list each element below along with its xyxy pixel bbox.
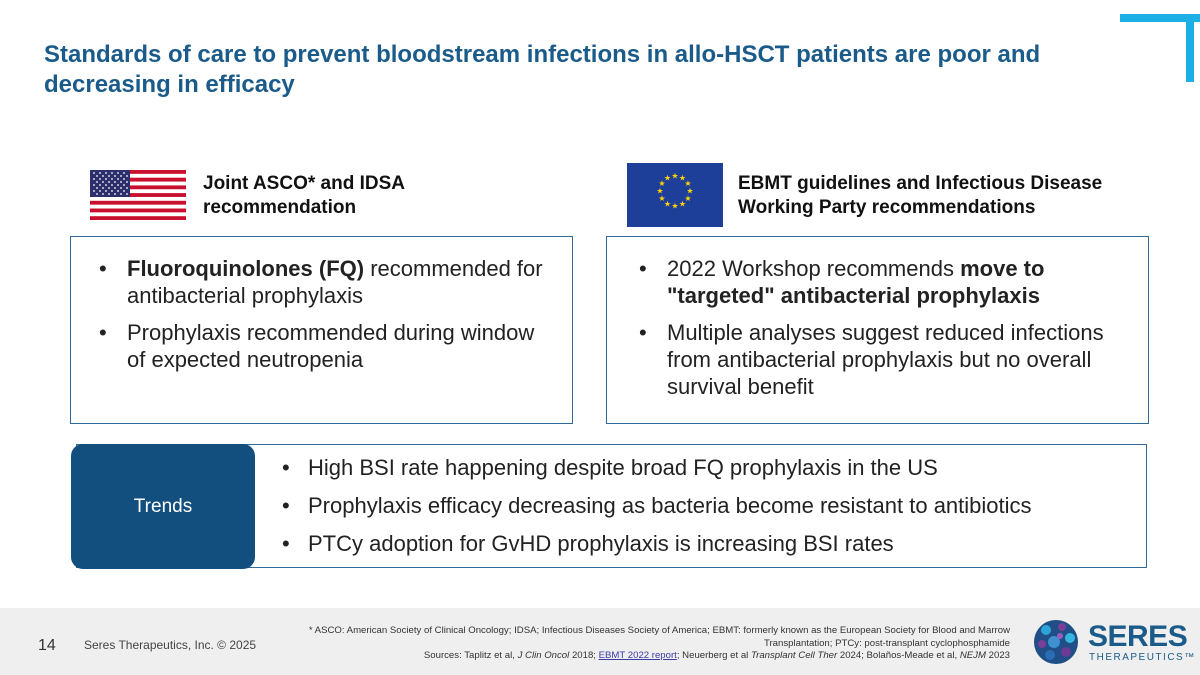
bullet-text: Multiple analyses suggest reduced infections from antibacterial prophylaxis but no overall survival benefit [667,320,1104,399]
list-item: • Prophylaxis efficacy decreasing as bacteria become resistant to antibiotics [282,493,1032,518]
list-item: • High BSI rate happening despite broad FQ prophylaxis in the US [282,455,938,480]
eu-recommendations-box [606,236,1149,424]
list-item: • PTCy adoption for GvHD prophylaxis is increasing BSI rates [282,531,894,556]
bullet-text: Prophylaxis recommended during window of expected neutropenia [127,320,535,372]
trend-text: PTCy adoption for GvHD prophylaxis is increasing BSI rates [308,531,894,556]
seres-logo-mark-icon [1032,618,1080,666]
trends-list [270,454,1140,568]
eu-section-heading: EBMT guidelines and Infectious Disease Working Party recommendations [738,173,1103,218]
svg-text:★: ★ [663,173,672,183]
trends-label: Trends [71,444,255,569]
list-item: • 2022 Workshop recommends move to "targeted" antibacterial prophylaxis [639,256,1045,308]
list-item: • Multiple analyses suggest reduced infections from antibacterial prophylaxis but no overall survival benefit [639,320,1104,399]
svg-text:★: ★ [663,199,672,209]
seres-logo [1032,616,1196,668]
bullet-bold: move to "targeted" antibacterial prophylaxis [667,256,1045,308]
page-number: 14 [38,637,56,654]
ebmt-report-link[interactable]: EBMT 2022 report [598,650,677,661]
svg-text:★: ★ [678,173,687,183]
svg-text:★: ★ [658,194,666,203]
bullet-text: 2022 Workshop recommends [667,256,961,281]
bullet-bold: Fluoroquinolones (FQ) [127,256,365,281]
sources-text: Sources: Taplitz et al, J Clin Oncol 2018; EBMT 2022 report; Neuerberg et al Transplant Cell Ther 2024; Bolaños-Meade et al, NEJM 2023 [423,650,1010,661]
trend-text: Prophylaxis efficacy decreasing as bacteria become resistant to antibiotics [308,493,1032,518]
svg-text:★: ★ [684,179,692,188]
corner-accent [1120,14,1200,82]
eu-flag-icon [627,163,723,227]
svg-text:★: ★ [658,179,666,188]
svg-text:★: ★ [671,171,679,181]
list-item: • Prophylaxis recommended during window of expected neutropenia [99,320,535,372]
footnotes [290,625,1010,663]
us-recommendations-box [70,236,573,424]
svg-text:★: ★ [686,186,694,196]
footnote-text: * ASCO: American Society of Clinical Oncology; IDSA; Infectious Diseases Society of America; EBMT: formerly known as the European Society for Blood and Marrow Transplantation; PTCy: post-transplant cyclophosphamide [308,625,1010,649]
list-item: • Fluoroquinolones (FQ) recommended for antibacterial prophylaxis [99,256,543,308]
copyright-text: Seres Therapeutics, Inc. © 2025 [84,638,257,652]
us-flag-icon [90,170,186,220]
logo-subtitle: THERAPEUTICS™ [1089,652,1196,663]
slide-title: Standards of care to prevent bloodstream infections in allo-HSCT patients are poor and decreasing in efficacy [44,41,1041,98]
trend-text: High BSI rate happening despite broad FQ prophylaxis in the US [308,455,938,480]
us-section-heading: Joint ASCO* and IDSA recommendation [203,173,405,218]
bullet-text: recommended for antibacterial prophylaxis [127,256,543,308]
logo-wordmark: SERES [1088,620,1188,653]
svg-text:★: ★ [656,186,664,196]
svg-text:★: ★ [671,201,679,211]
svg-text:★: ★ [684,194,692,203]
svg-text:★: ★ [678,199,687,209]
